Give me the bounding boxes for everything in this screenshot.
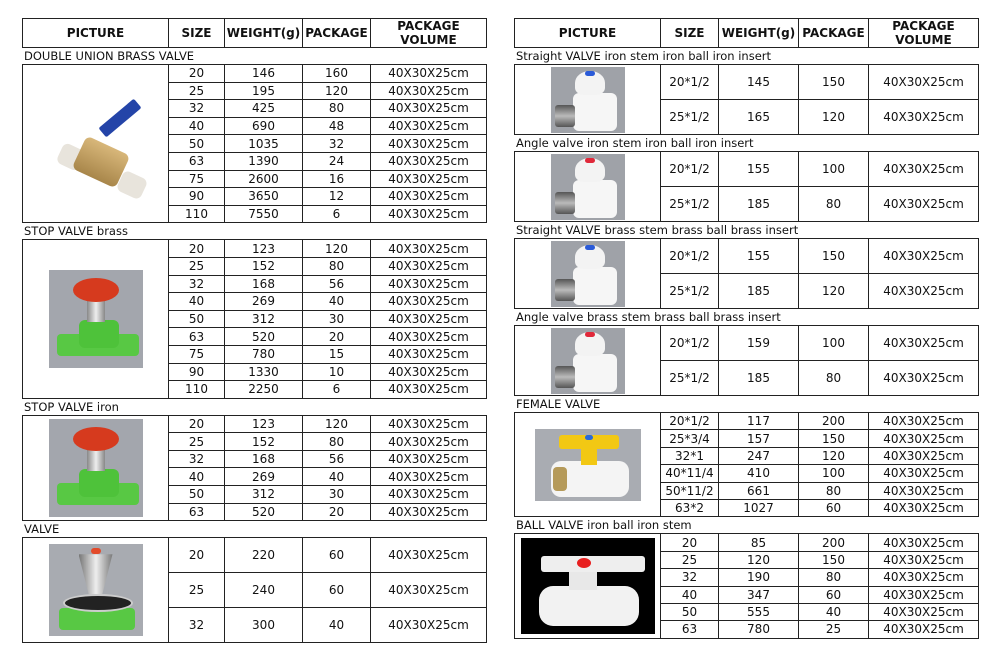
weight-cell: 159	[719, 326, 799, 361]
package-volume-cell: 40X30X25cm	[371, 503, 487, 521]
package-volume-cell: 40X30X25cm	[371, 240, 487, 258]
weight-cell: 425	[225, 100, 303, 118]
header-weight: WEIGHT(g)	[719, 19, 799, 48]
right-sections	[514, 48, 978, 639]
package-volume-cell: 40X30X25cm	[371, 117, 487, 135]
spec-table	[514, 412, 979, 517]
package-volume-cell: 40X30X25cm	[869, 534, 979, 551]
package-volume-cell: 40X30X25cm	[869, 187, 979, 222]
size-cell: 40	[169, 117, 225, 135]
female-valve-photo	[515, 429, 660, 501]
package-volume-cell: 40X30X25cm	[371, 363, 487, 381]
package-cell: 200	[799, 413, 869, 430]
package-cell: 12	[303, 188, 371, 206]
size-cell: 40	[661, 586, 719, 603]
package-cell: 120	[303, 82, 371, 100]
table-row	[515, 239, 979, 274]
package-volume-cell: 40X30X25cm	[371, 468, 487, 486]
header-row	[23, 19, 487, 48]
weight-cell: 312	[225, 310, 303, 328]
package-volume-cell: 40X30X25cm	[371, 275, 487, 293]
package-volume-cell: 40X30X25cm	[371, 328, 487, 346]
size-cell: 25*1/2	[661, 100, 719, 135]
header-size: SIZE	[169, 19, 225, 48]
weight-cell: 240	[225, 573, 303, 608]
package-volume-cell: 40X30X25cm	[371, 415, 487, 433]
package-volume-cell: 40X30X25cm	[371, 538, 487, 573]
size-cell: 63	[169, 328, 225, 346]
size-cell: 63	[169, 152, 225, 170]
table-row	[515, 65, 979, 100]
ball-valve-photo	[515, 538, 660, 634]
header-package: PACKAGE	[799, 19, 869, 48]
package-volume-cell: 40X30X25cm	[371, 293, 487, 311]
package-cell: 30	[303, 310, 371, 328]
left-sections	[22, 48, 486, 643]
product-image-cell	[515, 152, 661, 222]
section-title: Angle valve iron stem iron ball iron insert	[516, 136, 754, 150]
package-cell: 100	[799, 326, 869, 361]
weight-cell: 300	[225, 608, 303, 643]
section-title: VALVE	[24, 522, 60, 537]
size-cell: 50*11/2	[661, 482, 719, 499]
left-header-table	[22, 18, 487, 48]
package-volume-cell: 40X30X25cm	[869, 465, 979, 482]
package-volume-cell: 40X30X25cm	[869, 65, 979, 100]
package-volume-cell: 40X30X25cm	[371, 345, 487, 363]
package-cell: 16	[303, 170, 371, 188]
size-cell: 32	[169, 275, 225, 293]
package-cell: 80	[303, 257, 371, 275]
weight-cell: 2250	[225, 381, 303, 399]
package-volume-cell: 40X30X25cm	[869, 413, 979, 430]
package-volume-cell: 40X30X25cm	[371, 152, 487, 170]
package-cell: 80	[799, 482, 869, 499]
package-cell: 24	[303, 152, 371, 170]
product-image-cell	[23, 240, 169, 398]
angle-valve-iron-photo	[515, 154, 660, 220]
table-row	[515, 152, 979, 187]
size-cell: 20*1/2	[661, 152, 719, 187]
package-volume-cell: 40X30X25cm	[371, 82, 487, 100]
product-image-cell	[23, 538, 169, 643]
size-cell: 90	[169, 363, 225, 381]
weight-cell: 185	[719, 274, 799, 309]
size-cell: 63*2	[661, 499, 719, 516]
size-cell: 25	[169, 433, 225, 451]
weight-cell: 690	[225, 117, 303, 135]
size-cell: 63	[661, 621, 719, 638]
package-cell: 6	[303, 205, 371, 223]
spec-table	[514, 151, 979, 222]
weight-cell: 168	[225, 450, 303, 468]
product-image-cell	[515, 534, 661, 638]
spec-table	[514, 64, 979, 135]
header-package: PACKAGE	[303, 19, 371, 48]
weight-cell: 7550	[225, 205, 303, 223]
package-volume-cell: 40X30X25cm	[371, 188, 487, 206]
weight-cell: 185	[719, 361, 799, 396]
package-volume-cell: 40X30X25cm	[869, 499, 979, 516]
package-cell: 60	[303, 538, 371, 573]
weight-cell: 269	[225, 293, 303, 311]
package-cell: 150	[799, 65, 869, 100]
weight-cell: 120	[719, 551, 799, 568]
package-cell: 10	[303, 363, 371, 381]
weight-cell: 347	[719, 586, 799, 603]
angle-valve-brass-photo	[515, 328, 660, 394]
package-volume-cell: 40X30X25cm	[869, 361, 979, 396]
size-cell: 50	[661, 603, 719, 620]
header-package-volume: PACKAGE VOLUME	[869, 19, 979, 48]
package-cell: 80	[799, 569, 869, 586]
package-cell: 120	[799, 447, 869, 464]
size-cell: 20*1/2	[661, 413, 719, 430]
right-spec-column	[514, 18, 978, 639]
package-volume-cell: 40X30X25cm	[869, 621, 979, 638]
double-union-brass-valve-photo	[23, 84, 168, 204]
package-volume-cell: 40X30X25cm	[371, 135, 487, 153]
straight-valve-iron-photo	[515, 67, 660, 133]
package-cell: 40	[799, 603, 869, 620]
right-header-table	[514, 18, 979, 48]
spec-table	[514, 238, 979, 309]
package-volume-cell: 40X30X25cm	[869, 239, 979, 274]
package-cell: 20	[303, 503, 371, 521]
package-cell: 80	[303, 100, 371, 118]
stop-valve-iron-photo	[23, 419, 168, 517]
size-cell: 25*1/2	[661, 361, 719, 396]
weight-cell: 1027	[719, 499, 799, 516]
weight-cell: 123	[225, 415, 303, 433]
weight-cell: 410	[719, 465, 799, 482]
weight-cell: 555	[719, 603, 799, 620]
package-volume-cell: 40X30X25cm	[869, 152, 979, 187]
table-row	[515, 534, 979, 551]
weight-cell: 168	[225, 275, 303, 293]
table-row	[23, 415, 487, 433]
weight-cell: 145	[719, 65, 799, 100]
product-image-cell	[23, 415, 169, 521]
section-title: BALL VALVE iron ball iron stem	[516, 518, 692, 533]
size-cell: 40	[169, 293, 225, 311]
size-cell: 20	[661, 534, 719, 551]
size-cell: 20	[169, 538, 225, 573]
package-volume-cell: 40X30X25cm	[869, 430, 979, 447]
package-cell: 160	[303, 65, 371, 83]
package-cell: 15	[303, 345, 371, 363]
section-title: STOP VALVE brass	[24, 224, 128, 239]
package-volume-cell: 40X30X25cm	[371, 65, 487, 83]
size-cell: 110	[169, 205, 225, 223]
header-weight: WEIGHT(g)	[225, 19, 303, 48]
weight-cell: 780	[719, 621, 799, 638]
weight-cell: 3650	[225, 188, 303, 206]
spec-table	[514, 533, 979, 638]
section-title: FEMALE VALVE	[516, 397, 601, 411]
weight-cell: 146	[225, 65, 303, 83]
header-picture: PICTURE	[23, 19, 169, 48]
size-cell: 25*1/2	[661, 274, 719, 309]
spec-table	[22, 415, 487, 522]
weight-cell: 2600	[225, 170, 303, 188]
weight-cell: 185	[719, 187, 799, 222]
package-cell: 150	[799, 239, 869, 274]
spec-table	[514, 325, 979, 396]
package-cell: 100	[799, 465, 869, 482]
package-cell: 6	[303, 381, 371, 399]
package-cell: 150	[799, 430, 869, 447]
weight-cell: 520	[225, 503, 303, 521]
weight-cell: 520	[225, 328, 303, 346]
section-title: DOUBLE UNION BRASS VALVE	[24, 49, 195, 63]
package-cell: 40	[303, 608, 371, 643]
weight-cell: 123	[225, 240, 303, 258]
package-cell: 200	[799, 534, 869, 551]
size-cell: 25	[661, 551, 719, 568]
product-image-cell	[23, 65, 169, 223]
table-row	[515, 413, 979, 430]
package-cell: 120	[303, 415, 371, 433]
package-volume-cell: 40X30X25cm	[869, 482, 979, 499]
package-cell: 40	[303, 468, 371, 486]
weight-cell: 780	[225, 345, 303, 363]
package-volume-cell: 40X30X25cm	[371, 486, 487, 504]
package-cell: 56	[303, 450, 371, 468]
left-spec-column	[22, 18, 486, 643]
weight-cell: 1330	[225, 363, 303, 381]
weight-cell: 152	[225, 257, 303, 275]
stop-valve-brass-photo	[23, 270, 168, 368]
weight-cell: 661	[719, 482, 799, 499]
package-cell: 32	[303, 135, 371, 153]
package-cell: 20	[303, 328, 371, 346]
package-volume-cell: 40X30X25cm	[869, 569, 979, 586]
weight-cell: 157	[719, 430, 799, 447]
size-cell: 20	[169, 240, 225, 258]
size-cell: 75	[169, 170, 225, 188]
spec-table	[22, 537, 487, 643]
valve-photo	[23, 544, 168, 636]
weight-cell: 117	[719, 413, 799, 430]
weight-cell: 247	[719, 447, 799, 464]
package-cell: 25	[799, 621, 869, 638]
table-row	[23, 240, 487, 258]
package-cell: 80	[799, 187, 869, 222]
table-row	[23, 538, 487, 573]
package-cell: 30	[303, 486, 371, 504]
size-cell: 63	[169, 503, 225, 521]
package-volume-cell: 40X30X25cm	[869, 551, 979, 568]
product-image-cell	[515, 326, 661, 396]
size-cell: 90	[169, 188, 225, 206]
size-cell: 25	[169, 82, 225, 100]
package-cell: 60	[799, 499, 869, 516]
package-volume-cell: 40X30X25cm	[371, 573, 487, 608]
package-volume-cell: 40X30X25cm	[371, 450, 487, 468]
size-cell: 20	[169, 65, 225, 83]
package-cell: 80	[303, 433, 371, 451]
size-cell: 20*1/2	[661, 326, 719, 361]
size-cell: 25*3/4	[661, 430, 719, 447]
size-cell: 20	[169, 415, 225, 433]
package-cell: 120	[799, 100, 869, 135]
package-volume-cell: 40X30X25cm	[869, 586, 979, 603]
package-volume-cell: 40X30X25cm	[371, 170, 487, 188]
weight-cell: 190	[719, 569, 799, 586]
section-title: Angle valve brass stem brass ball brass insert	[516, 310, 781, 324]
size-cell: 50	[169, 135, 225, 153]
package-cell: 48	[303, 117, 371, 135]
package-cell: 120	[303, 240, 371, 258]
package-cell: 120	[799, 274, 869, 309]
size-cell: 110	[169, 381, 225, 399]
size-cell: 50	[169, 486, 225, 504]
size-cell: 20*1/2	[661, 239, 719, 274]
section-title: STOP VALVE iron	[24, 399, 119, 414]
straight-valve-brass-photo	[515, 241, 660, 307]
package-cell: 150	[799, 551, 869, 568]
size-cell: 32	[169, 608, 225, 643]
size-cell: 32	[661, 569, 719, 586]
size-cell: 20*1/2	[661, 65, 719, 100]
weight-cell: 312	[225, 486, 303, 504]
package-cell: 80	[799, 361, 869, 396]
table-row	[23, 65, 487, 83]
package-volume-cell: 40X30X25cm	[869, 447, 979, 464]
package-cell: 100	[799, 152, 869, 187]
size-cell: 25	[169, 257, 225, 275]
weight-cell: 269	[225, 468, 303, 486]
size-cell: 32*1	[661, 447, 719, 464]
spec-table	[22, 239, 487, 398]
weight-cell: 1035	[225, 135, 303, 153]
package-volume-cell: 40X30X25cm	[371, 100, 487, 118]
package-volume-cell: 40X30X25cm	[371, 310, 487, 328]
header-row	[515, 19, 979, 48]
spec-table	[22, 64, 487, 223]
section-title: Straight VALVE iron stem iron ball iron insert	[516, 49, 772, 63]
package-cell: 60	[303, 573, 371, 608]
weight-cell: 155	[719, 152, 799, 187]
package-volume-cell: 40X30X25cm	[371, 608, 487, 643]
header-size: SIZE	[661, 19, 719, 48]
header-picture: PICTURE	[515, 19, 661, 48]
weight-cell: 152	[225, 433, 303, 451]
weight-cell: 1390	[225, 152, 303, 170]
package-volume-cell: 40X30X25cm	[869, 326, 979, 361]
package-volume-cell: 40X30X25cm	[371, 205, 487, 223]
size-cell: 40*11/4	[661, 465, 719, 482]
package-volume-cell: 40X30X25cm	[371, 381, 487, 399]
size-cell: 50	[169, 310, 225, 328]
table-row	[515, 326, 979, 361]
size-cell: 32	[169, 450, 225, 468]
size-cell: 75	[169, 345, 225, 363]
header-package-volume: PACKAGE VOLUME	[371, 19, 487, 48]
package-volume-cell: 40X30X25cm	[869, 100, 979, 135]
size-cell: 25	[169, 573, 225, 608]
package-volume-cell: 40X30X25cm	[869, 603, 979, 620]
weight-cell: 195	[225, 82, 303, 100]
product-image-cell	[515, 413, 661, 517]
package-volume-cell: 40X30X25cm	[371, 257, 487, 275]
section-title: Straight VALVE brass stem brass ball brass insert	[516, 223, 799, 237]
weight-cell: 220	[225, 538, 303, 573]
package-volume-cell: 40X30X25cm	[371, 433, 487, 451]
weight-cell: 155	[719, 239, 799, 274]
weight-cell: 85	[719, 534, 799, 551]
package-cell: 40	[303, 293, 371, 311]
weight-cell: 165	[719, 100, 799, 135]
package-cell: 60	[799, 586, 869, 603]
package-volume-cell: 40X30X25cm	[869, 274, 979, 309]
product-image-cell	[515, 65, 661, 135]
size-cell: 32	[169, 100, 225, 118]
size-cell: 25*1/2	[661, 187, 719, 222]
product-image-cell	[515, 239, 661, 309]
size-cell: 40	[169, 468, 225, 486]
package-cell: 56	[303, 275, 371, 293]
